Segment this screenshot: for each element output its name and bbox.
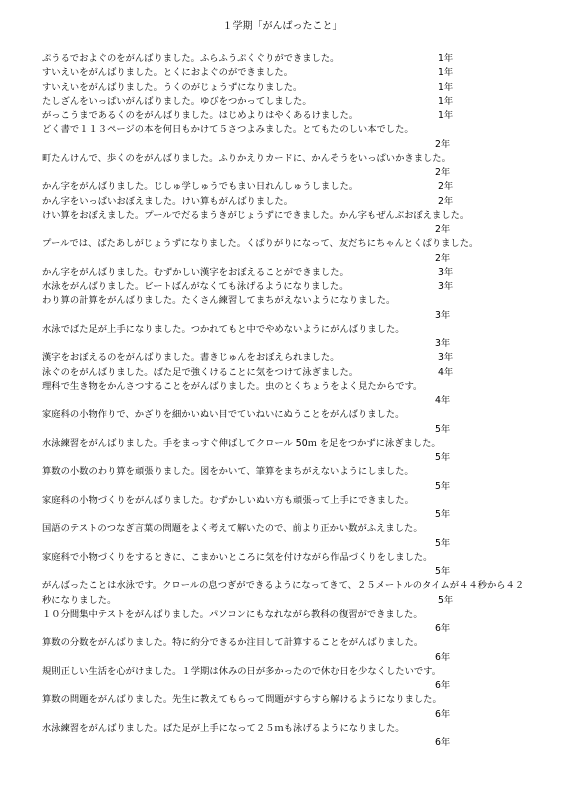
grade-label: 6年 <box>435 708 451 720</box>
entry-text: 水泳をがんばりました。ビートばんがなくても泳げるようになりました。 <box>42 281 349 292</box>
list-item <box>42 52 532 66</box>
list-item <box>42 366 532 380</box>
entry-text: 理科で生き物をかんさつすることをがんばりました。虫のとくちょうをよく見たからです。 <box>42 380 423 392</box>
grade-label: 2年 <box>435 138 451 150</box>
list-item <box>42 152 532 181</box>
list-item <box>42 494 532 523</box>
list-item <box>42 437 532 466</box>
entry-text: 漢字をおぼえるのをがんばりました。書きじゅんをおぼえられました。 <box>42 352 340 364</box>
grade-label: 3年 <box>435 338 451 349</box>
list-item <box>42 551 532 580</box>
list-item <box>42 66 532 80</box>
grade-label: 6年 <box>435 680 451 691</box>
entry-text: たしざんをいっぱいがんばりました。ゆびをつかってしました。 <box>42 95 312 107</box>
entry-text: 国語のテストのつなぎ言葉の問題をよく考えて解いたので、前より正かい数がふえました。 <box>42 523 423 535</box>
entry-text: かん字をがんばりました。じしゅ学しゅうでもまい日れんしゅうしました。 <box>42 181 359 193</box>
grade-label: 5年 <box>435 509 451 520</box>
list-item <box>42 323 532 352</box>
list-item <box>42 109 532 123</box>
list-item <box>42 351 532 365</box>
entry-text: すいえいをがんばりました。うくのがじょうずになりました。 <box>42 81 303 93</box>
grade-label: 1年 <box>438 53 454 64</box>
entry-text: どく書で１１３ページの本を何日もかけて５さつよみました。とてもたのしい本でした。 <box>42 124 414 136</box>
list-item <box>42 608 532 637</box>
list-item <box>42 380 532 409</box>
grade-label: 4年 <box>435 395 451 406</box>
grade-label: 5年 <box>435 480 451 492</box>
list-item <box>42 294 532 323</box>
entry-text: 算数の小数のわり算を頑張りました。図をかいて、筆算をまちがえないようにしました。 <box>42 466 414 478</box>
list-item <box>42 195 532 209</box>
list-item <box>42 522 532 551</box>
list-item <box>42 237 532 266</box>
grade-label: 3年 <box>438 266 454 278</box>
grade-label: 2年 <box>435 224 451 235</box>
entry-text: けい算をおぼえました。プールでだるまうきがじょうずにできました。かん字もぜんぶおぼえました。 <box>42 209 470 221</box>
entry-text: 泳ぐのをがんばりました。ばた足で強くけることに気をつけて泳ぎました。 <box>42 366 359 378</box>
entry-text: 水泳でばた足が上手になりました。つかれてもと中でやめないようにがんばりました。 <box>42 323 405 335</box>
entry-text: かん字をいっぱいおぼえました。けい算もがんばりました。 <box>42 195 294 207</box>
entry-text: ぷうるでおよぐのをがんばりました。ふらふうぷくぐりができました。 <box>42 53 340 64</box>
grade-label: 6年 <box>435 623 451 634</box>
grade-label: 1年 <box>438 81 454 93</box>
entry-text: わり算の計算をがんばりました。たくさん練習してまちがえないようになりました。 <box>42 295 396 307</box>
grade-label: 6年 <box>435 651 451 663</box>
list-item <box>42 266 532 280</box>
grade-label: 2年 <box>435 167 451 178</box>
entry-text: すいえいをがんばりました。とくにおよぐのができました。 <box>42 67 294 79</box>
entry-text: 家庭科で小物づくりをするときに、こまかいところに気を付けながら作品づくりをしました。 <box>42 551 433 563</box>
entry-text: がっこうまであるくのをがんばりました。はじめよりはやくあるけました。 <box>42 110 359 121</box>
list-item <box>42 81 532 95</box>
entry-text: 規則正しい生活を心がけました。１学期は休みの日が多かったので休む日を少なくしたいです。 <box>42 665 442 677</box>
entry-text: １０分間集中テストをがんばりました。パソコンにもなれながら教科の復習ができました。 <box>42 608 423 620</box>
list-item <box>42 180 532 194</box>
grade-label: 1年 <box>438 110 454 121</box>
list-item <box>42 465 532 494</box>
entry-text: 水泳練習をがんばりました。ばた足が上手になって２５ｍも泳げるようになりました。 <box>42 722 405 734</box>
page-title: １学期「がんばったこと」 <box>222 21 343 32</box>
entry-text: 算数の問題をがんばりました。先生に教えてもらって問題がすらすら解けるようになりました。 <box>42 694 442 706</box>
grade-label: 5年 <box>435 537 451 549</box>
list-item <box>42 693 532 722</box>
grade-label: 1年 <box>438 67 454 79</box>
entry-text: 家庭科の小物作りで、かざりを細かいぬい目でていねいにぬうことをがんばりました。 <box>42 409 405 421</box>
entry-text: かん字をがんばりました。むずかしい漢字をおぼえることができました。 <box>42 266 349 278</box>
grade-label: 3年 <box>438 281 454 292</box>
list-item <box>42 280 532 294</box>
entry-text: がんばったことは水泳です。クロールの息つぎができるようになってきて、２５メートルのタイムが４４秒から４２秒になりました。 <box>42 580 525 606</box>
list-item <box>42 408 532 437</box>
entry-text: 算数の分数をがんばりました。特に約分できるか注目して計算することをがんばりました。 <box>42 637 424 649</box>
grade-label: 3年 <box>438 352 454 364</box>
grade-label: 2年 <box>438 195 454 207</box>
list-item <box>42 636 532 665</box>
grade-label: 5年 <box>435 423 451 435</box>
grade-label: 3年 <box>435 309 451 321</box>
grade-label: 1年 <box>438 95 454 107</box>
grade-label: 5年 <box>438 594 454 606</box>
grade-label: 5年 <box>435 452 451 463</box>
grade-label: 5年 <box>435 566 451 577</box>
entry-text: プールでは、ばたあしがじょうずになりました。くぱりがりになって、友だちにちゃんとくぱりました。 <box>42 238 479 250</box>
list-item <box>42 579 532 608</box>
entry-text: 町たんけんで、歩くのをがんばりました。ふりかえりカードに、かんそうをいっぱいかきました。 <box>42 152 451 164</box>
list-item <box>42 665 532 694</box>
grade-label: 6年 <box>435 737 451 748</box>
list-item <box>42 123 532 152</box>
list-item <box>42 209 532 238</box>
grade-label: 2年 <box>435 252 451 264</box>
entry-text: 水泳練習をがんばりました。手をまっすぐ伸ばしてクロール 50ｍ を足をつかずに泳ぎました。 <box>42 437 441 449</box>
grade-label: 2年 <box>438 181 454 193</box>
entry-list <box>42 52 532 750</box>
list-item <box>42 722 532 751</box>
entry-text: 家庭科の小物づくりをがんばりました。むずかしいぬい方も頑張って上手にできました。 <box>42 494 414 506</box>
grade-label: 4年 <box>438 366 454 378</box>
list-item <box>42 95 532 109</box>
